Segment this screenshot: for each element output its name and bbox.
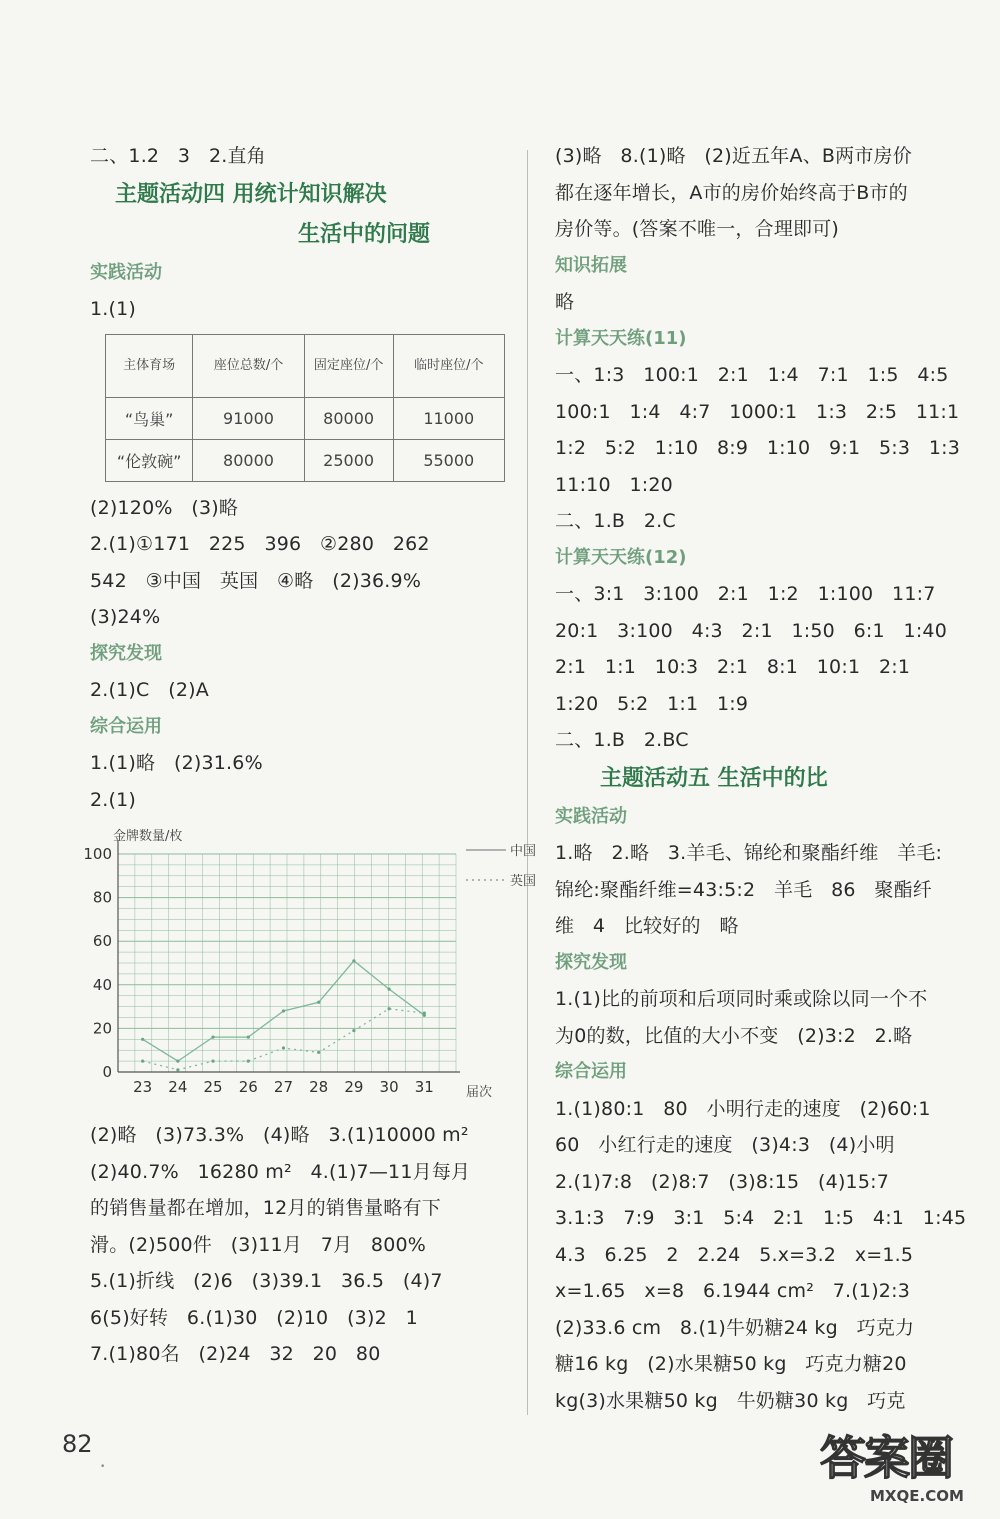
answer-line: 7.(1)80名 (2)24 32 20 80 bbox=[90, 1343, 381, 1365]
data-point bbox=[317, 1051, 320, 1054]
table-row bbox=[106, 439, 505, 481]
answer-line: 一、1:3 100:1 2:1 1:4 7:1 1:5 4:5 bbox=[555, 364, 949, 386]
answer-line: 2:1 1:1 10:3 2:1 8:1 10:1 2:1 bbox=[555, 656, 911, 678]
answer-line: x=1.65 x=8 6.1944 cm² 7.(1)2:3 bbox=[555, 1280, 910, 1302]
answer-line: 二、1.B 2.BC bbox=[555, 729, 689, 751]
data-point bbox=[247, 1060, 250, 1063]
x-tick-label: 29 bbox=[344, 1078, 364, 1096]
answer-line: 60 小红行走的速度 (3)4:3 (4)小明 bbox=[555, 1134, 895, 1156]
answer-line: 1:2 5:2 1:10 8:9 1:10 9:1 5:3 1:3 bbox=[555, 437, 961, 459]
data-point bbox=[176, 1068, 179, 1071]
medal-line-chart bbox=[58, 824, 537, 1109]
section-title: 主题活动四 用统计知识解决 bbox=[115, 181, 387, 207]
subsection-heading: 综合运用 bbox=[555, 1061, 627, 1082]
chart-y-axis-label: 金牌数量/枚 bbox=[113, 829, 183, 844]
data-point bbox=[317, 1001, 320, 1004]
table-cell: 91000 bbox=[193, 397, 304, 439]
section-title: 主题活动五 生活中的比 bbox=[600, 765, 828, 791]
column-divider bbox=[527, 150, 528, 1415]
y-tick-label: 100 bbox=[83, 845, 112, 863]
logo-url: MXQE.COM bbox=[870, 1487, 964, 1505]
answer-line: 1.(1)80:1 80 小明行走的速度 (2)60:1 bbox=[555, 1097, 931, 1120]
answer-line: 2.(1)C (2)A bbox=[90, 679, 209, 701]
answer-line: (3)24% bbox=[90, 606, 161, 628]
answer-line: 都在逐年增长，A市的房价始终高于B市的 bbox=[555, 181, 908, 204]
chart-x-axis-label: 届次 bbox=[466, 1085, 493, 1100]
page-ornament: • bbox=[100, 1462, 106, 1472]
data-point bbox=[352, 1029, 355, 1032]
y-tick-label: 20 bbox=[92, 1019, 112, 1038]
legend-label: 英国 bbox=[510, 874, 537, 889]
answer-line: (2)120% (3)略 bbox=[90, 496, 239, 519]
data-point bbox=[211, 1060, 214, 1063]
table-header-row bbox=[106, 334, 505, 397]
x-tick-label: 26 bbox=[238, 1078, 258, 1096]
table-header-text: 座位 bbox=[213, 357, 240, 373]
answer-line: (2)40.7% 16280 m² 4.(1)7—11月每月 bbox=[90, 1160, 471, 1183]
x-tick-label: 23 bbox=[133, 1078, 153, 1096]
data-point bbox=[423, 1012, 426, 1015]
left-column bbox=[83, 138, 537, 1373]
answer-line: 5.(1)折线 (2)6 (3)39.1 36.5 (4)7 bbox=[90, 1270, 443, 1292]
table-cell: 80000 bbox=[193, 439, 304, 481]
table-cell: 55000 bbox=[393, 439, 504, 481]
answer-line: 锦纶:聚酯纤维=43:5:2 羊毛 86 聚酯纤 bbox=[555, 878, 933, 901]
data-point bbox=[282, 1009, 285, 1012]
table-cell: 80000 bbox=[304, 397, 393, 439]
subsection-heading: 探究发现 bbox=[90, 642, 162, 664]
chart-ticks bbox=[83, 845, 434, 1096]
x-tick-label: 30 bbox=[379, 1078, 399, 1096]
answer-line: 2.(1) bbox=[90, 788, 137, 811]
table-header-text: 固定 bbox=[313, 357, 340, 373]
table-header-cell: 主体育场 bbox=[106, 334, 193, 397]
table-header-cell bbox=[304, 334, 393, 397]
data-point bbox=[388, 1007, 391, 1010]
answer-line: (2)略 (3)73.3% (4)略 3.(1)10000 m² bbox=[90, 1124, 469, 1146]
table-header-text: 临时 bbox=[414, 357, 441, 373]
y-tick-label: 80 bbox=[92, 888, 112, 907]
answer-line: 滑。(2)500件 (3)11月 7月 800% bbox=[90, 1233, 427, 1256]
x-tick-label: 31 bbox=[414, 1078, 434, 1096]
page-number: 82 bbox=[62, 1430, 93, 1458]
section-title-cont: 生活中的问题 bbox=[298, 221, 431, 247]
answer-line: (3)略 8.(1)略 (2)近五年A、B两市房价 bbox=[555, 145, 912, 167]
chart-series bbox=[141, 959, 426, 1071]
answer-line: kg(3)水果糖50 kg 牛奶糖30 kg 巧克 bbox=[555, 1389, 906, 1412]
table-cell: 11000 bbox=[393, 397, 504, 439]
data-point bbox=[282, 1046, 285, 1049]
table-header-cell bbox=[193, 334, 304, 397]
answer-line: (2)33.6 cm 8.(1)牛奶糖24 kg 巧克力 bbox=[555, 1316, 915, 1339]
subsection-heading: 计算天天练(11) bbox=[555, 327, 687, 349]
stadium-table bbox=[105, 334, 505, 482]
y-tick-label: 0 bbox=[102, 1063, 112, 1081]
answer-line: 1.(1) bbox=[90, 298, 137, 320]
x-tick-label: 27 bbox=[273, 1078, 294, 1096]
answer-line: 1.略 2.略 3.羊毛、锦纶和聚酯纤维 羊毛: bbox=[555, 842, 943, 864]
answer-line: 2.(1)7:8 (2)8:7 (3)8:15 (4)15:7 bbox=[555, 1170, 890, 1193]
right-column bbox=[555, 138, 965, 1419]
answer-line: 1.(1)略 (2)31.6% bbox=[90, 752, 263, 774]
table-cell: 25000 bbox=[304, 439, 393, 481]
subsection-heading: 实践活动 bbox=[90, 261, 162, 283]
table-header-text: 座位/个 bbox=[339, 357, 384, 373]
answer-line: 的销售量都在增加，12月的销售量略有下 bbox=[90, 1197, 441, 1219]
subsection-heading: 综合运用 bbox=[90, 715, 162, 737]
subsection-heading: 实践活动 bbox=[555, 805, 627, 827]
table-header-text: 总数/个 bbox=[239, 357, 284, 373]
table-cell: “伦敦碗” bbox=[106, 439, 193, 481]
answer-line: 为0的数，比值的大小不变 (2)3:2 2.略 bbox=[555, 1024, 913, 1047]
answer-line: 2.(1)①171 225 396 ②280 262 bbox=[90, 533, 430, 555]
data-point bbox=[141, 1060, 144, 1063]
answer-line: 二、1.2 3 2.直角 bbox=[90, 145, 266, 167]
legend-label: 中国 bbox=[510, 844, 537, 859]
x-tick-label: 28 bbox=[309, 1078, 329, 1096]
logo-text: 答案圈 bbox=[820, 1431, 952, 1485]
x-tick-label: 25 bbox=[203, 1078, 223, 1096]
chart-legend bbox=[466, 843, 536, 889]
answer-line: 略 bbox=[555, 291, 575, 313]
table-row bbox=[106, 397, 505, 439]
answer-line: 糖16 kg (2)水果糖50 kg 巧克力糖20 bbox=[555, 1353, 907, 1375]
answer-line: 1:20 5:2 1:1 1:9 bbox=[555, 692, 749, 715]
table-header-cell bbox=[393, 334, 504, 397]
data-point bbox=[141, 1038, 144, 1041]
y-tick-label: 40 bbox=[92, 975, 112, 994]
answer-line: 1.(1)比的前项和后项同时乘或除以同一个不 bbox=[555, 988, 928, 1010]
data-point bbox=[211, 1036, 214, 1039]
answer-line: 4.3 6.25 2 2.24 5.x=3.2 x=1.5 bbox=[555, 1243, 914, 1266]
answer-line: 二、1.B 2.C bbox=[555, 510, 676, 532]
subsection-heading: 计算天天练(12) bbox=[555, 546, 687, 568]
data-point bbox=[176, 1060, 179, 1063]
answer-line: 3.1:3 7:9 3:1 5:4 2:1 1:5 4:1 1:45 bbox=[555, 1207, 967, 1229]
watermark-logo bbox=[820, 1430, 990, 1510]
data-point bbox=[247, 1036, 250, 1039]
answer-line: 6(5)好转 6.(1)30 (2)10 (3)2 1 bbox=[90, 1306, 418, 1329]
y-tick-label: 60 bbox=[92, 932, 112, 951]
chart-grid bbox=[118, 840, 460, 1072]
answer-line: 维 4 比较好的 略 bbox=[555, 915, 739, 937]
data-point bbox=[388, 988, 391, 991]
table-header-text: 座位/个 bbox=[440, 357, 484, 373]
table-cell: “鸟巢” bbox=[106, 397, 193, 439]
answer-line: 房价等。(答案不唯一，合理即可) bbox=[555, 218, 840, 240]
answer-line: 100:1 1:4 4:7 1000:1 1:3 2:5 11:1 bbox=[555, 400, 960, 423]
subsection-heading: 探究发现 bbox=[555, 951, 627, 973]
answer-line: 20:1 3:100 4:3 2:1 1:50 6:1 1:40 bbox=[555, 619, 948, 642]
subsection-heading: 知识拓展 bbox=[555, 254, 627, 276]
answer-line: 一、3:1 3:100 2:1 1:2 1:100 11:7 bbox=[555, 583, 936, 605]
data-point bbox=[352, 959, 355, 962]
answer-line: 11:10 1:20 bbox=[555, 473, 673, 496]
answer-line: 542 ③中国 英国 ④略 (2)36.9% bbox=[90, 569, 422, 592]
x-tick-label: 24 bbox=[168, 1078, 188, 1096]
